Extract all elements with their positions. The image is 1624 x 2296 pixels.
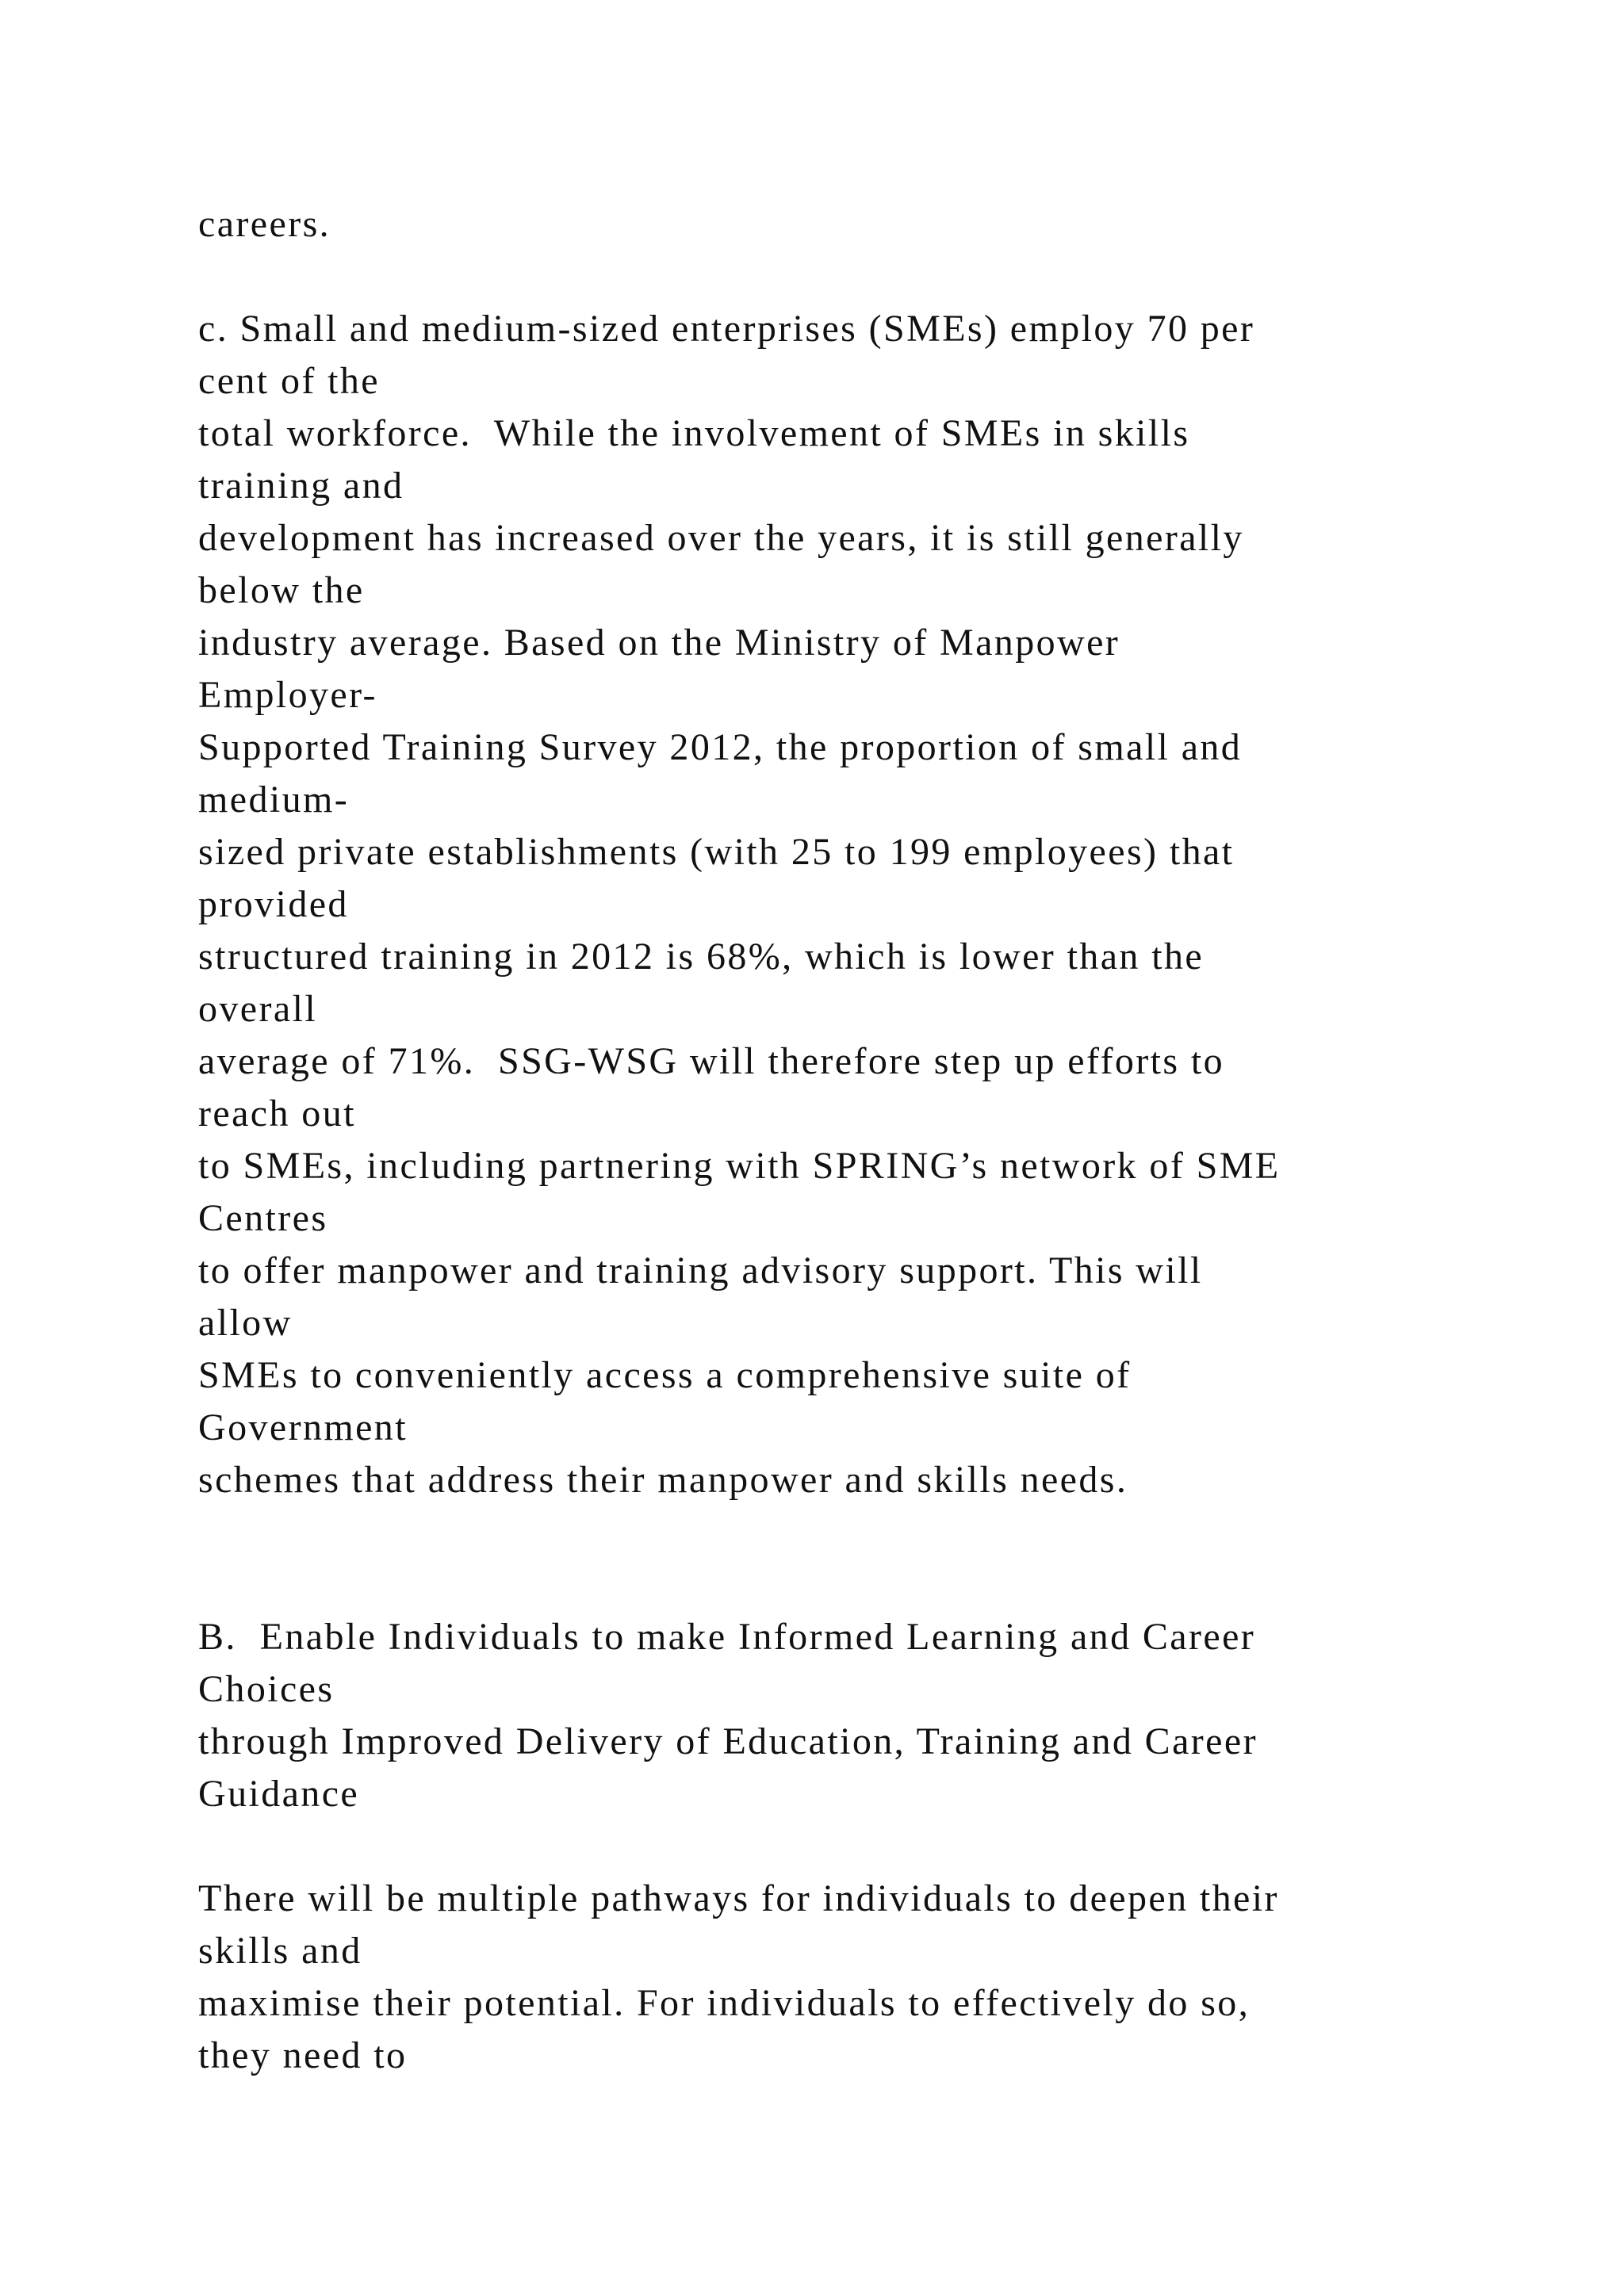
- text-line: allow: [198, 1302, 293, 1344]
- text-line: skills and: [198, 1930, 362, 1972]
- text-line: Guidance: [198, 1773, 360, 1815]
- text-line: development has increased over the years, it is still generally: [198, 517, 1244, 559]
- section-b-heading: [198, 1611, 1546, 1820]
- text-line: Employer-: [198, 674, 377, 716]
- text-line: SMEs to conveniently access a comprehensive suite of: [198, 1354, 1132, 1396]
- text-line: structured training in 2012 is 68%, which is lower than the: [198, 936, 1205, 978]
- section-b-body: [198, 1873, 1546, 2082]
- paragraph-c: [198, 303, 1546, 1506]
- paragraph-spacer: [198, 1506, 1546, 1559]
- text-line: There will be multiple pathways for individuals to deepen their: [198, 1877, 1279, 1919]
- text-line: medium-: [198, 779, 350, 821]
- text-line: schemes that address their manpower and skills needs.: [198, 1459, 1128, 1501]
- text-line: below the: [198, 569, 365, 611]
- text-line: Supported Training Survey 2012, the proportion of small and: [198, 726, 1243, 768]
- text-line: to offer manpower and training advisory support. This will: [198, 1249, 1203, 1292]
- text-line: average of 71%. SSG-WSG will therefore step up efforts to: [198, 1040, 1225, 1082]
- text-line: overall: [198, 988, 318, 1030]
- text-line: total workforce. While the involvement of SMEs in skills: [198, 412, 1190, 454]
- text-line: Choices: [198, 1668, 335, 1710]
- paragraph-spacer: [198, 1820, 1546, 1873]
- text-line: they need to: [198, 2034, 408, 2076]
- text-line: reach out: [198, 1093, 356, 1135]
- text-line: c. Small and medium-sized enterprises (SMEs) employ 70 per: [198, 308, 1255, 350]
- paragraph-spacer: [198, 1559, 1546, 1611]
- careers-fragment: [198, 198, 1546, 251]
- text-line: cent of the: [198, 360, 380, 402]
- text-line: sized private establishments (with 25 to 199 employees) that: [198, 831, 1235, 873]
- text-line: to SMEs, including partnering with SPRING’s network of SME: [198, 1145, 1281, 1187]
- document-text: [198, 198, 1546, 2082]
- paragraph-spacer: [198, 251, 1546, 303]
- text-line: provided: [198, 883, 349, 925]
- text-line: Government: [198, 1406, 408, 1448]
- text-line: careers.: [198, 203, 331, 245]
- text-line: maximise their potential. For individuals to effectively do so,: [198, 1982, 1251, 2024]
- text-line: Centres: [198, 1197, 328, 1239]
- text-line: industry average. Based on the Ministry of Manpower: [198, 622, 1120, 664]
- text-line: training and: [198, 465, 404, 507]
- text-line: B. Enable Individuals to make Informed Learning and Career: [198, 1616, 1256, 1658]
- text-line: through Improved Delivery of Education, Training and Career: [198, 1720, 1258, 1762]
